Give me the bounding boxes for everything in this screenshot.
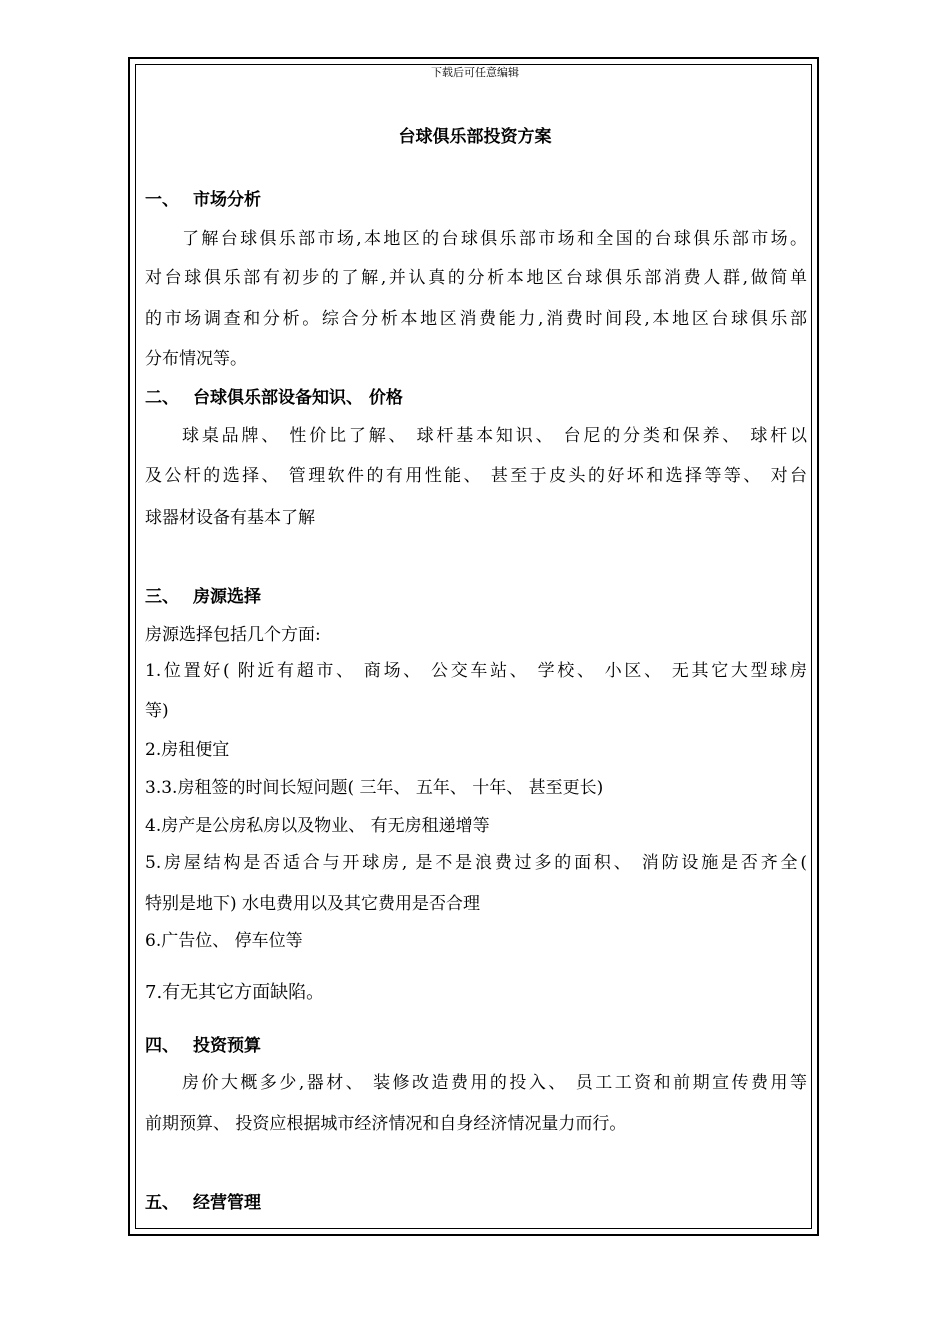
section-1-heading	[145, 189, 807, 211]
section-2-number: 二、	[145, 388, 179, 408]
section-3-item-5-cont: 特别是地下) 水电费用以及其它费用是否合理	[145, 894, 481, 914]
section-1-line-3: 的市场调查和分析。综合分析本地区消费能力,消费时间段,本地区台球俱乐部	[145, 309, 807, 329]
section-4-number: 四、	[145, 1036, 179, 1056]
section-1-number: 一、	[145, 190, 179, 210]
section-3-item-1-cont: 等)	[145, 701, 169, 721]
section-3-title: 房源选择	[193, 587, 261, 607]
section-3-item-2: 2.房租便宜	[145, 740, 230, 760]
section-2-line-1: 球桌品牌、 性价比了解、 球杆基本知识、 台尼的分类和保养、 球杆以	[182, 426, 807, 446]
section-4-line-2: 前期预算、 投资应根据城市经济情况和自身经济情况量力而行。	[145, 1114, 627, 1134]
section-1-line-4: 分布情况等。	[145, 349, 247, 369]
section-4-line-1: 房价大概多少,器材、 装修改造费用的投入、 员工工资和前期宣传费用等	[182, 1073, 807, 1093]
section-5-title: 经营管理	[193, 1193, 261, 1213]
section-3-number: 三、	[145, 587, 179, 607]
section-3-item-1: 1.位置好( 附近有超市、 商场、 公交车站、 学校、 小区、 无其它大型球房	[145, 661, 807, 681]
section-5-number: 五、	[145, 1193, 179, 1213]
header-note: 下载后可任意编辑	[431, 66, 519, 79]
section-3-item-7: 7.有无其它方面缺陷。	[145, 982, 325, 1003]
section-5-heading	[145, 1192, 807, 1214]
section-1-title: 市场分析	[193, 190, 261, 210]
section-4-heading	[145, 1035, 807, 1057]
section-4-title: 投资预算	[193, 1036, 261, 1056]
section-3-item-6: 6.广告位、 停车位等	[145, 931, 303, 951]
section-2-line-2: 及公杆的选择、 管理软件的有用性能、 甚至于皮头的好坏和选择等等、 对台	[145, 466, 807, 486]
section-3-item-3: 3.3.房租签的时间长短问题( 三年、 五年、 十年、 甚至更长)	[145, 778, 604, 798]
section-3-heading	[145, 586, 807, 608]
section-3-intro: 房源选择包括几个方面:	[145, 625, 321, 645]
section-2-title: 台球俱乐部设备知识、 价格	[193, 388, 403, 408]
section-3-item-4: 4.房产是公房私房以及物业、 有无房租递增等	[145, 816, 490, 836]
section-1-line-1: 了解台球俱乐部市场,本地区的台球俱乐部市场和全国的台球俱乐部市场。	[182, 229, 807, 249]
section-2-line-3: 球器材设备有基本了解	[145, 508, 315, 528]
document-title: 台球俱乐部投资方案	[398, 127, 552, 147]
section-1-line-2: 对台球俱乐部有初步的了解,并认真的分析本地区台球俱乐部消费人群,做简单	[145, 268, 807, 288]
section-2-heading	[145, 387, 807, 409]
section-3-item-5: 5.房屋结构是否适合与开球房, 是不是浪费过多的面积、 消防设施是否齐全(	[145, 853, 807, 873]
